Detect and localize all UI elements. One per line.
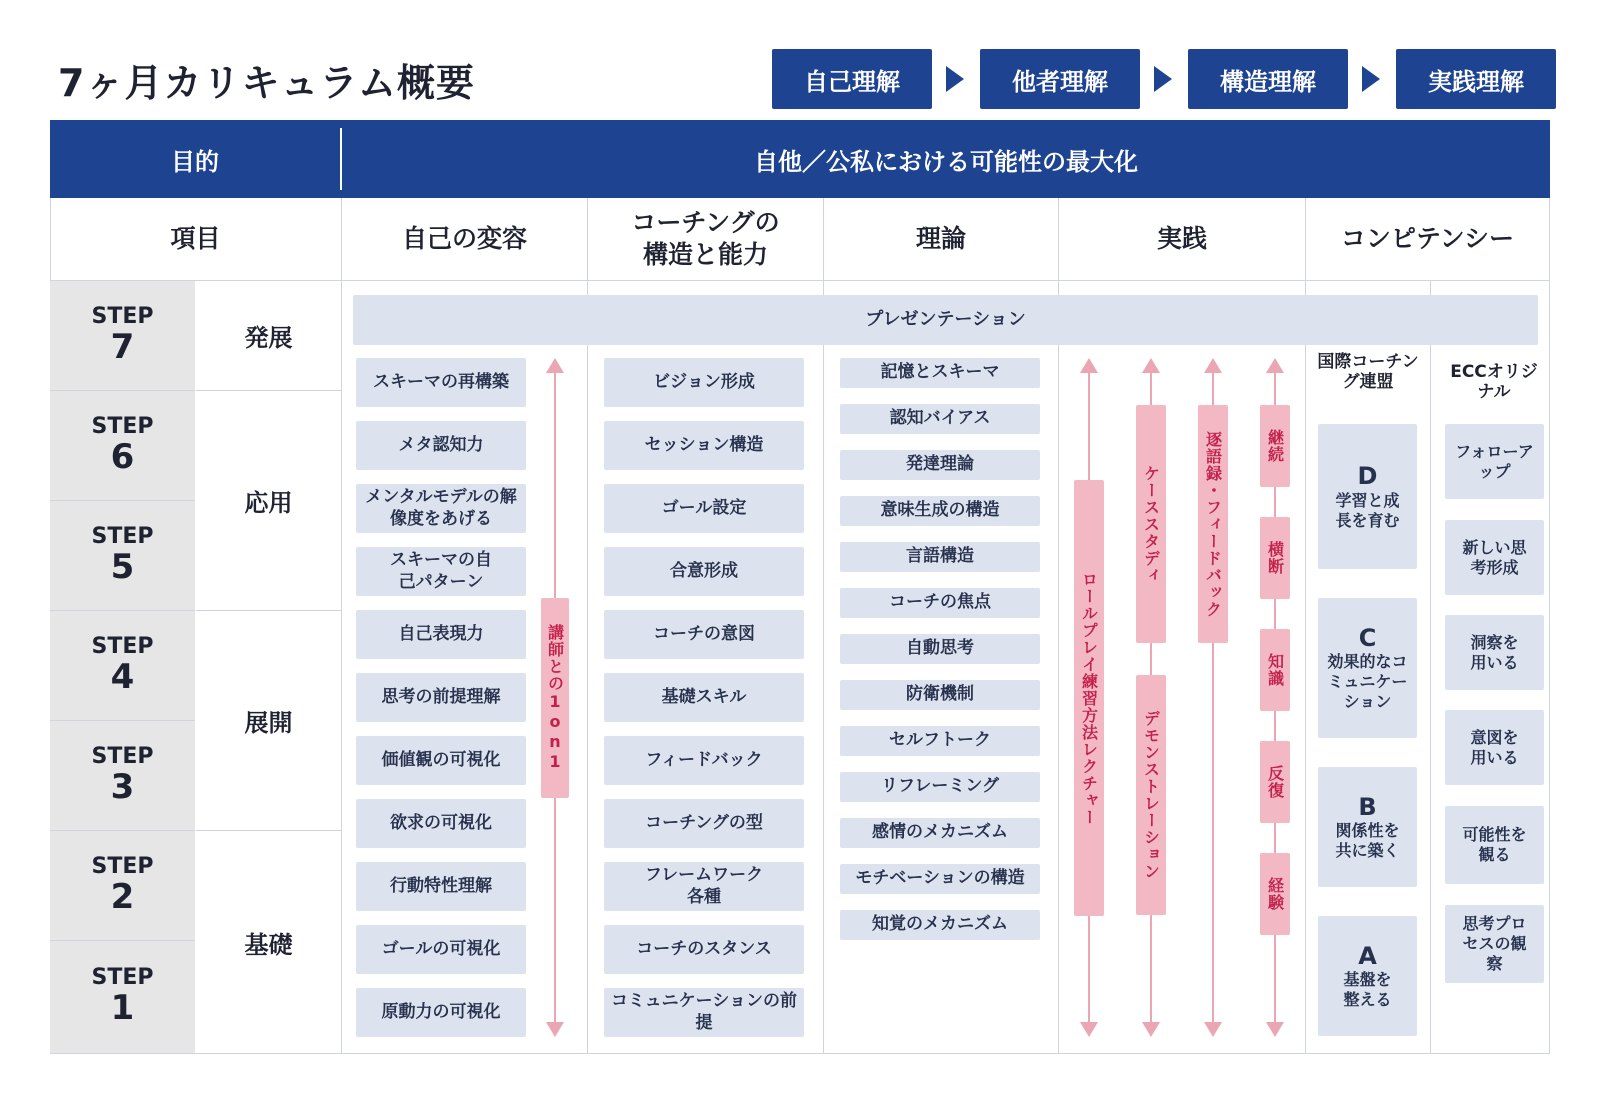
page-title: 7ヶ月カリキュラム概要	[58, 61, 476, 105]
step-word: STEP	[91, 743, 154, 769]
coaching-item: セッション構造	[604, 421, 804, 470]
coaching-item: ビジョン形成	[604, 358, 804, 407]
ecc-item: 洞察を用いる	[1445, 615, 1544, 690]
theory-item: 感情のメカニズム	[840, 818, 1040, 848]
header-coaching-line2: 構造と能力	[642, 240, 768, 269]
step-4	[50, 611, 195, 721]
arrow-up-icon	[546, 358, 564, 373]
icf-title: 国際コーチング連盟	[1317, 352, 1419, 393]
demonstration-label: デモンストレーション	[1136, 675, 1166, 915]
self-change-item: 行動特性理解	[356, 862, 526, 911]
theory-item: モチベーションの構造	[840, 864, 1040, 894]
self-change-item: スキーマの自己パターン	[356, 547, 526, 596]
self-change-item: 原動力の可視化	[356, 988, 526, 1037]
step-number: 3	[110, 766, 135, 807]
step-number: 5	[110, 546, 135, 587]
cycle-label: 継続	[1260, 405, 1290, 487]
theory-item: 認知バイアス	[840, 404, 1040, 434]
table-border-bottom	[50, 1053, 1550, 1054]
step-number: 7	[110, 326, 135, 367]
step-1	[50, 941, 195, 1053]
stage-arrow-icon	[1362, 66, 1380, 92]
coaching-item: フレームワーク各種	[604, 862, 804, 911]
theory-item: 言語構造	[840, 542, 1040, 572]
self-change-item: メタ認知力	[356, 421, 526, 470]
header-coaching-line1: コーチングの	[631, 207, 780, 237]
presentation-bar: プレゼンテーション	[353, 295, 1538, 345]
icf-item-d	[1318, 424, 1417, 569]
table-border-right	[1549, 198, 1550, 1054]
self-change-item: 価値観の可視化	[356, 736, 526, 785]
self-change-item: メンタルモデルの解像度をあげる	[356, 484, 526, 533]
coaching-item: コーチのスタンス	[604, 925, 804, 974]
arrow-down-icon	[1204, 1022, 1222, 1037]
col-divider	[1430, 280, 1431, 1054]
phase-expansion: 展開	[244, 709, 293, 737]
arrow-up-icon	[1266, 358, 1284, 373]
ecc-item: 意図を用いる	[1445, 710, 1544, 785]
coaching-item: コミュニケーションの前提	[604, 988, 804, 1037]
transcript-feedback-label: 逐語録・フィードバック	[1198, 405, 1228, 643]
ecc-item: フォローアップ	[1445, 424, 1544, 499]
step-3	[50, 721, 195, 831]
icf-letter: C	[1358, 623, 1377, 652]
phase-application: 応用	[244, 489, 293, 517]
cycle-label: 横断	[1260, 517, 1290, 599]
stage-other-understanding: 他者理解	[980, 49, 1140, 109]
coaching-item: フィードバック	[604, 736, 804, 785]
arrow-up-icon	[1204, 358, 1222, 373]
header-self-change: 自己の変容	[401, 223, 527, 253]
step-5	[50, 501, 195, 611]
ecc-item: 可能性を観る	[1445, 806, 1544, 884]
theory-item: 知覚のメカニズム	[840, 910, 1040, 940]
icf-item-c	[1318, 598, 1417, 738]
coaching-item: コーチングの型	[604, 799, 804, 848]
coaching-item: 基礎スキル	[604, 673, 804, 722]
icf-letter: B	[1358, 792, 1377, 821]
theory-item: セルフトーク	[840, 726, 1040, 756]
arrow-down-icon	[546, 1022, 564, 1037]
stage-arrow-icon	[946, 66, 964, 92]
coaching-item: コーチの意図	[604, 610, 804, 659]
step-word: STEP	[91, 413, 154, 439]
coaching-item: ゴール設定	[604, 484, 804, 533]
arrow-up-icon	[1142, 358, 1160, 373]
self-change-item: 自己表現力	[356, 610, 526, 659]
arrow-down-icon	[1080, 1022, 1098, 1037]
stage-arrow-icon	[1154, 66, 1172, 92]
icf-letter: A	[1358, 941, 1377, 970]
step-word: STEP	[91, 523, 154, 549]
self-change-item: スキーマの再構築	[356, 358, 526, 407]
header-item: 項目	[170, 223, 221, 253]
cycle-label: 知識	[1260, 629, 1290, 711]
ecc-item: 新しい思考形成	[1445, 520, 1544, 595]
cycle-label: 反復	[1260, 741, 1290, 823]
ecc-title: ECCオリジナル	[1450, 362, 1538, 403]
stage-practice-understanding: 実践理解	[1396, 49, 1556, 109]
arrow-down-icon	[1266, 1022, 1284, 1037]
step-number: 2	[110, 876, 135, 917]
step-7	[50, 281, 195, 391]
self-change-item: 思考の前提理解	[356, 673, 526, 722]
step-number: 6	[110, 436, 135, 477]
theory-item: コーチの焦点	[840, 588, 1040, 618]
theory-item: 発達理論	[840, 450, 1040, 480]
header-theory: 理論	[915, 223, 966, 253]
coaching-item: 合意形成	[604, 547, 804, 596]
step-word: STEP	[91, 633, 154, 659]
header-practice: 実践	[1156, 223, 1207, 253]
purpose-label: 目的	[171, 147, 219, 176]
step-number: 4	[110, 656, 135, 697]
case-study-label: ケーススタディ	[1136, 405, 1166, 643]
icf-text: 効果的なコミュニケーション	[1327, 652, 1408, 712]
step-word: STEP	[91, 965, 154, 991]
icf-item-b	[1318, 767, 1417, 887]
roleplay-label: ロールプレイ練習方法レクチャー	[1074, 480, 1104, 916]
step-2	[50, 831, 195, 941]
stage-structure-understanding: 構造理解	[1188, 49, 1348, 109]
theory-item: 自動思考	[840, 634, 1040, 664]
header-competency: コンピテンシー	[1340, 223, 1515, 253]
phase-development: 発展	[244, 324, 293, 352]
arrow-up-icon	[1080, 358, 1098, 373]
icf-letter: D	[1357, 462, 1378, 491]
col-divider	[341, 198, 342, 1054]
step-word: STEP	[91, 853, 154, 879]
cycle-label: 経験	[1260, 853, 1290, 935]
purpose-text: 自他／公私における可能性の最大化	[754, 147, 1138, 176]
self-change-item: 欲求の可視化	[356, 799, 526, 848]
icf-item-a	[1318, 916, 1417, 1036]
theory-item: 記憶とスキーマ	[840, 358, 1040, 388]
phase-foundation: 基礎	[244, 930, 293, 959]
theory-item: リフレーミング	[840, 772, 1040, 802]
header-coaching	[588, 198, 823, 280]
step-word: STEP	[91, 303, 154, 329]
theory-item: 意味生成の構造	[840, 496, 1040, 526]
instructor-1on1-label: 講師との1on1	[541, 598, 569, 798]
arrow-down-icon	[1142, 1022, 1160, 1037]
step-6	[50, 391, 195, 501]
icf-text: 関係性を共に築く	[1335, 821, 1400, 861]
theory-item: 防衛機制	[840, 680, 1040, 710]
ecc-item: 思考プロセスの観察	[1445, 905, 1544, 983]
icf-text: 基盤を整える	[1343, 970, 1392, 1010]
icf-text: 学習と成長を育む	[1335, 490, 1400, 530]
stage-self-understanding: 自己理解	[772, 49, 932, 109]
self-change-item: ゴールの可視化	[356, 925, 526, 974]
step-number: 1	[110, 988, 135, 1029]
